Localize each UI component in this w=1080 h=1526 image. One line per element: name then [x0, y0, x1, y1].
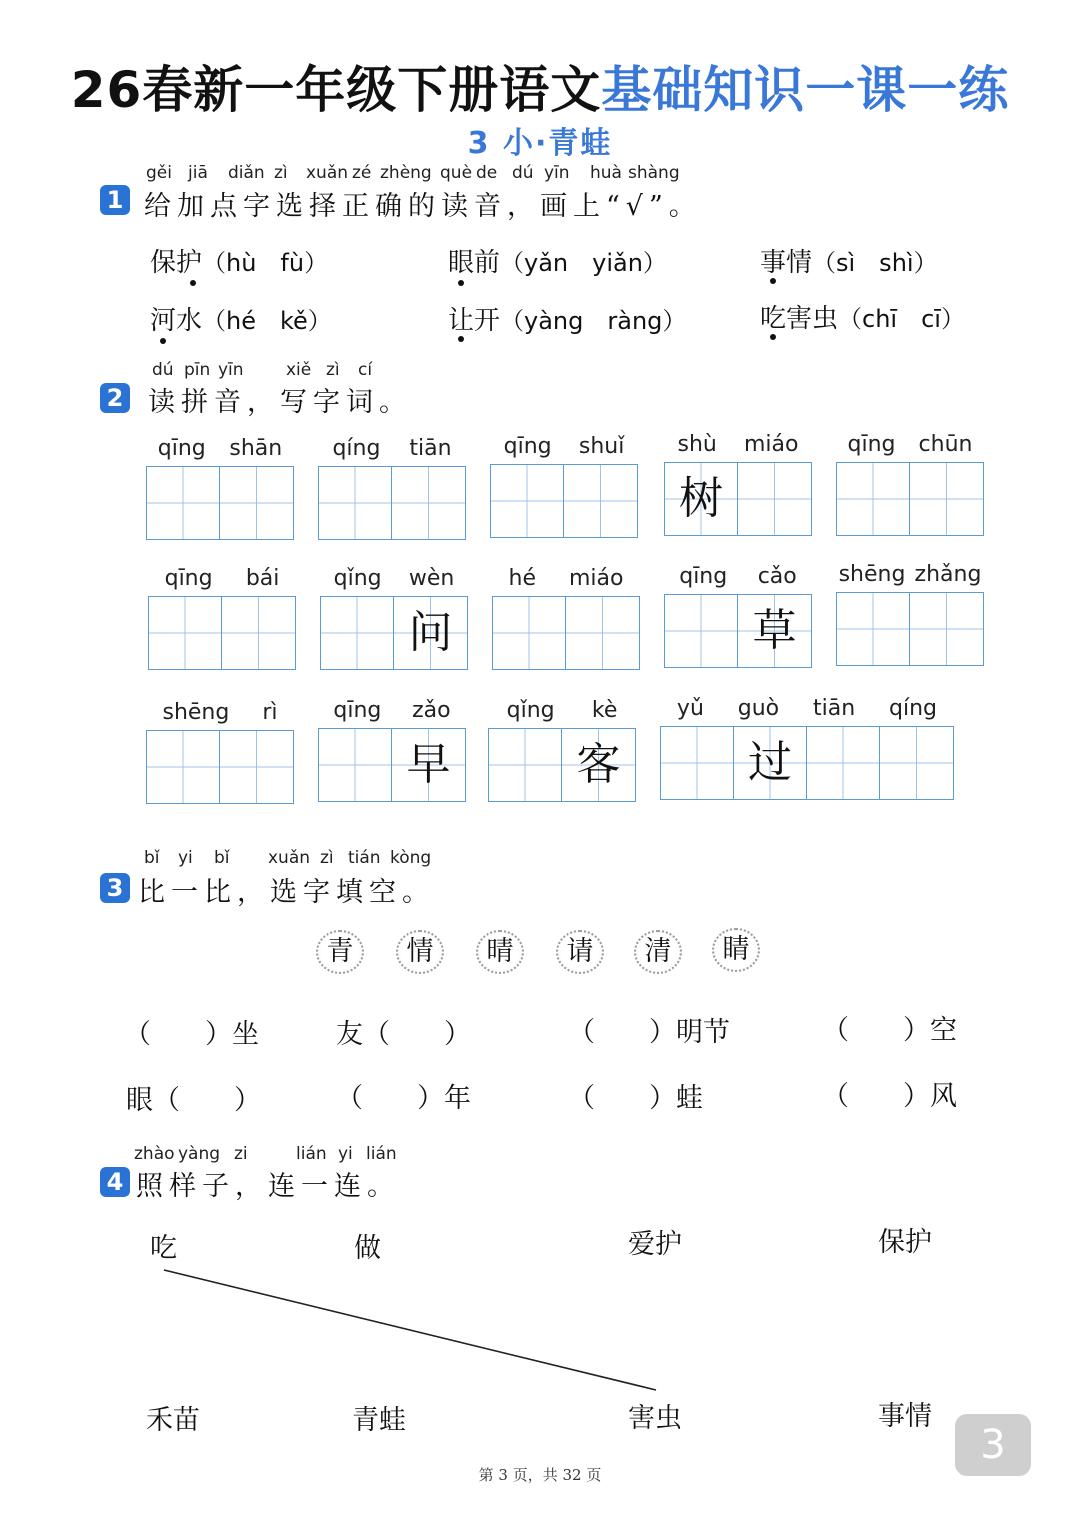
connect-top-item[interactable]: 爱护 — [628, 1229, 682, 1260]
pinyin: tián — [348, 848, 381, 868]
pinyin: shēng — [162, 700, 230, 725]
pinyin: zhào — [134, 1144, 175, 1164]
word: 眼前 — [448, 248, 501, 278]
connect-bottom-item[interactable]: 害虫 — [628, 1403, 682, 1434]
pinyin: shàng — [628, 163, 680, 183]
fill-blank[interactable]: （ ）蛙 — [568, 1083, 703, 1114]
pinyin: zì — [320, 848, 334, 868]
pinyin: yi — [338, 1144, 353, 1164]
pinyin: zhǎng — [914, 562, 982, 587]
pinyin: yi — [178, 848, 193, 868]
pinyin: qíng — [889, 696, 938, 721]
connect-bottom-item[interactable]: 事情 — [878, 1401, 932, 1432]
pinyin: dú — [152, 360, 174, 380]
pinyin: de — [476, 163, 498, 183]
choice-character[interactable]: 情 — [396, 930, 444, 974]
pinyin: tiān — [812, 696, 856, 721]
choice-character[interactable]: 晴 — [476, 930, 524, 974]
choice-character[interactable]: 青 — [316, 930, 364, 974]
pinyin: tiān — [409, 436, 452, 461]
word: 让开 — [448, 306, 501, 336]
fill-blank[interactable]: 眼（ ） — [126, 1085, 261, 1116]
options: （hù fù） — [202, 249, 329, 277]
example-connection-line — [164, 1270, 656, 1390]
pinyin: xuǎn — [306, 163, 349, 183]
pinyin: zhèng — [380, 163, 432, 183]
pinyin: gěi — [146, 163, 172, 183]
pinyin: chūn — [918, 432, 973, 457]
pinyin: zé — [352, 163, 372, 183]
pinyin: qīng — [164, 566, 213, 591]
fill-blank[interactable]: （ ）坐 — [124, 1019, 259, 1050]
char: 问 — [408, 607, 453, 658]
connect-top-item[interactable]: 做 — [354, 1233, 381, 1264]
pinyin: bǐ — [144, 848, 160, 868]
q4-instruction: 照样子，连一连。 — [136, 1171, 400, 1202]
word: 事情 — [760, 248, 813, 278]
pinyin: qīng — [503, 434, 552, 459]
pinyin: zì — [274, 163, 288, 183]
pinyin: yàng — [178, 1144, 221, 1164]
pinyin: kòng — [390, 848, 432, 868]
fill-blank[interactable]: 友（ ） — [336, 1019, 471, 1050]
pinyin: diǎn — [228, 163, 265, 183]
pinyin: zì — [326, 360, 340, 380]
pinyin: yīn — [218, 360, 244, 380]
pinyin: wèn — [408, 566, 455, 591]
pinyin: zi — [234, 1144, 248, 1164]
pinyin: kè — [591, 698, 618, 723]
q1-number: 1 — [100, 185, 130, 215]
q3-number: 3 — [100, 873, 130, 903]
q2-instruction: 读拼音，写字词。 — [148, 387, 412, 418]
pinyin: shēng — [838, 562, 906, 587]
choice-character[interactable]: 请 — [556, 930, 604, 974]
pinyin: guò — [737, 696, 780, 721]
pinyin: qíng — [332, 436, 381, 461]
pinyin: shān — [229, 436, 283, 461]
pinyin: lián — [366, 1144, 397, 1164]
fill-blank[interactable]: （ ）空 — [822, 1015, 957, 1046]
pinyin: jiā — [188, 163, 208, 183]
word: 吃害虫 — [760, 304, 839, 334]
pinyin: qǐng — [506, 698, 555, 723]
choice-character[interactable]: 睛 — [712, 928, 760, 972]
connect-bottom-item[interactable]: 青蛙 — [352, 1405, 406, 1436]
page-footer: 第 3 页，共 32 页 — [478, 1466, 602, 1484]
connect-top-item[interactable]: 吃 — [150, 1233, 177, 1264]
connect-top-item[interactable]: 保护 — [878, 1227, 932, 1258]
pinyin: shù — [677, 432, 717, 457]
lesson-title: 3 小·青蛙 — [467, 126, 613, 161]
fill-blank[interactable]: （ ）年 — [336, 1083, 471, 1114]
pinyin: bái — [245, 566, 280, 591]
pinyin: hé — [508, 566, 536, 591]
pinyin: yǔ — [676, 696, 704, 721]
char: 过 — [748, 737, 792, 788]
pinyin: huà — [590, 163, 622, 183]
fill-blank[interactable]: （ ）风 — [822, 1081, 957, 1112]
page-number-badge: 3 — [955, 1414, 1031, 1476]
pinyin: cǎo — [757, 564, 797, 589]
options: （sì shì） — [812, 249, 938, 277]
pinyin: qīng — [157, 436, 206, 461]
pinyin: lián — [296, 1144, 327, 1164]
char: 草 — [752, 605, 797, 656]
options: （hé kě） — [202, 307, 332, 335]
choice-character[interactable]: 清 — [634, 930, 682, 974]
char: 客 — [576, 739, 621, 790]
pinyin: xiě — [286, 360, 312, 380]
title-blue: 基础知识一课一练 — [601, 61, 1010, 119]
options: （chī cī） — [838, 305, 965, 333]
pinyin: miáo — [743, 432, 799, 457]
pinyin: miáo — [569, 566, 624, 591]
options: （yǎn yiǎn） — [500, 249, 667, 277]
pinyin: yīn — [544, 163, 570, 183]
connect-bottom-item[interactable]: 禾苗 — [146, 1405, 200, 1436]
fill-blank[interactable]: （ ）明节 — [568, 1017, 730, 1048]
pinyin: dú — [512, 163, 534, 183]
q3-instruction: 比一比，选字填空。 — [138, 877, 435, 908]
pinyin: xuǎn — [268, 848, 311, 868]
pinyin: zǎo — [412, 698, 451, 723]
q1-instruction: 给加点字选择正确的读音，画上“√”。 — [144, 191, 702, 222]
pinyin: cí — [358, 360, 373, 380]
word: 保护 — [150, 248, 203, 278]
pinyin: qǐng — [333, 566, 382, 591]
pinyin: qīng — [333, 698, 382, 723]
pinyin: bǐ — [214, 848, 230, 868]
pinyin: què — [440, 163, 473, 183]
q2-number: 2 — [100, 383, 130, 413]
q4-number: 4 — [100, 1167, 130, 1197]
word: 河水 — [150, 306, 203, 336]
options: （yàng ràng） — [500, 307, 687, 335]
pinyin: pīn — [184, 360, 211, 380]
pinyin: qīng — [679, 564, 728, 589]
pinyin: qīng — [847, 432, 896, 457]
pinyin: rì — [262, 700, 278, 725]
char: 树 — [679, 473, 723, 524]
char: 早 — [406, 739, 451, 790]
title-black: 26春新一年级下册语文 — [70, 61, 602, 119]
pinyin: shuǐ — [578, 434, 625, 459]
